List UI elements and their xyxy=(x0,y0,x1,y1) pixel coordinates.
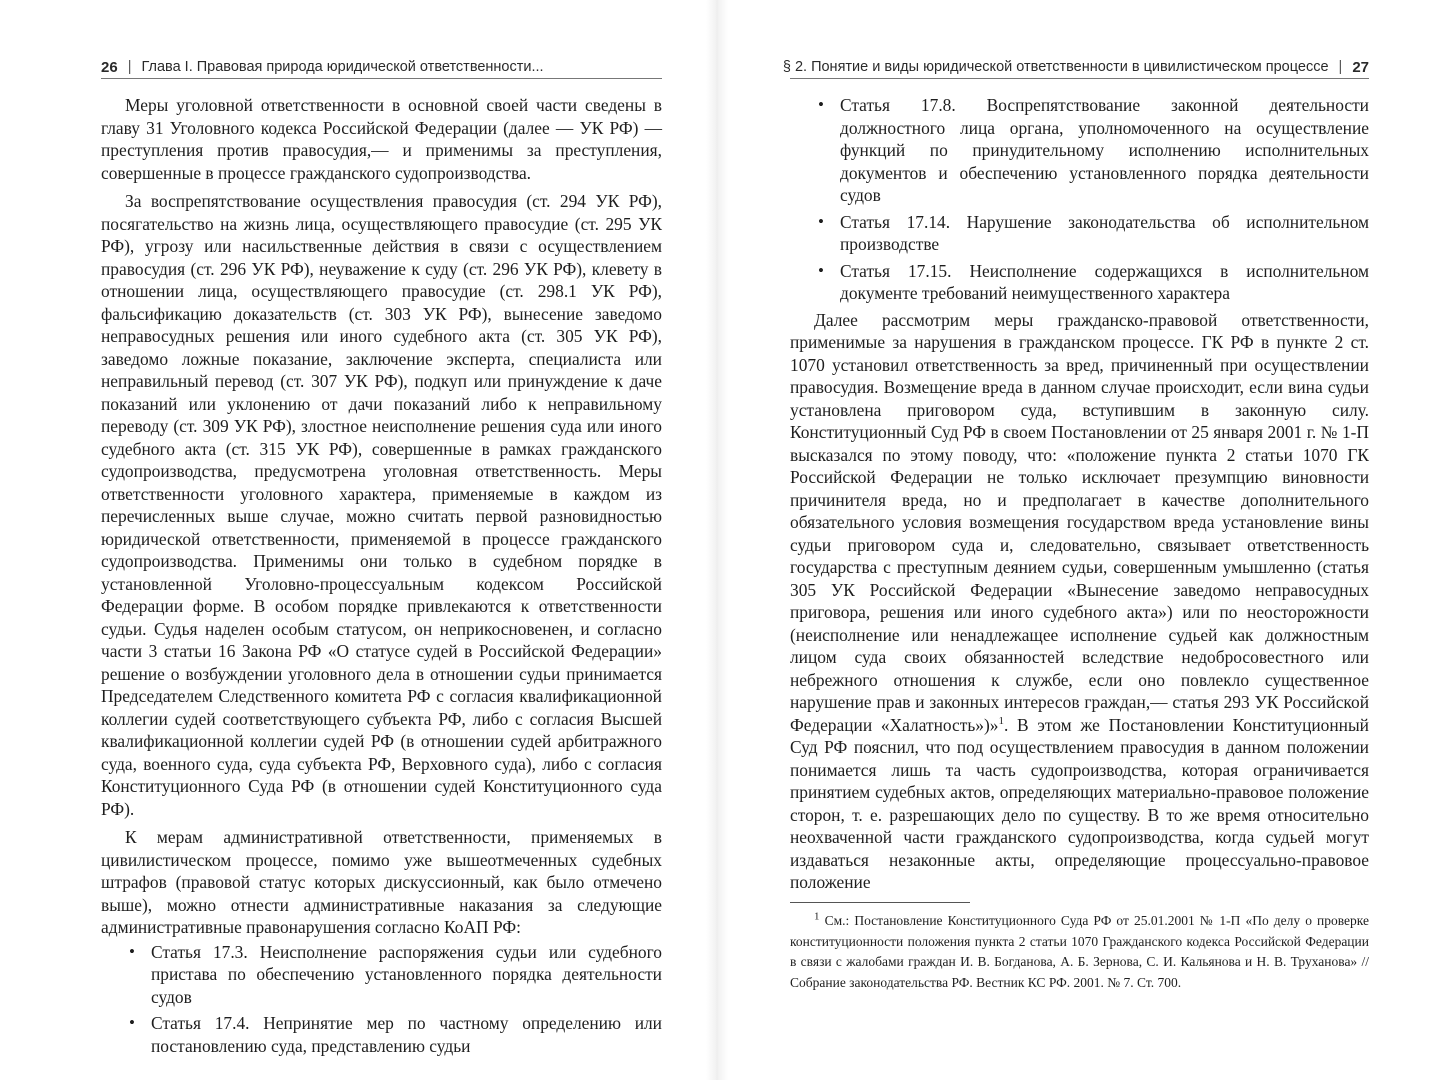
right-running-head xyxy=(782,56,1369,79)
paragraph xyxy=(790,309,1369,894)
right-page xyxy=(717,0,1435,1080)
bullet-item: • Статья 17.8. Воспрепятствование законной деятельности должностного лица органа, уполномоченного на осуществление функций по принудительному исполнению исполнительных документов и обеспечению установленного порядка деятельности судов xyxy=(790,94,1369,207)
paragraph: Меры уголовной ответственности в основной своей части сведены в главу 31 Уголовного кодекса Российской Федерации (далее — УК РФ) — преступления против правосудия,— и применимы за преступления, совершенные в процессе гражданского судопроизводства. xyxy=(101,95,662,183)
bullet-item: • Статья 17.4. Непринятие мер по частному определению или постановлению суда, представлению судьи xyxy=(101,1012,662,1057)
left-bullet-list xyxy=(101,941,662,1058)
left-chapter-title: Глава I. Правовая природа юридической ответственности... xyxy=(141,59,544,75)
paragraph: К мерам административной ответственности, применяемых в цивилистическом процессе, помимо уже вышеотмеченных судебных штрафов (правовой статус которых дискуссионный, как было отмечено выше), можно отнести административные наказания за следующие административные правонарушения согласно КоАП РФ: xyxy=(101,827,662,937)
footnote-reference[interactable]: 1 xyxy=(998,714,1004,727)
bullet-item: • Статья 17.3. Неисполнение распоряжения судьи или судебного пристава по обеспечению установленного порядка деятельности судов xyxy=(101,941,662,1009)
footnote xyxy=(790,911,1369,993)
right-page-number: 27 xyxy=(1352,58,1369,76)
paragraph-text: Далее рассмотрим меры гражданско-правовой ответственности, применимые за нарушения в гражданском процессе. ГК РФ в пункте 2 ст. 1070 установил ответственность за вред, причиненный при осуществлении правосудия. Возмещение вреда в данном случае происходит, если вина судьи установлена приговором суда, вступившим в законную силу. Конституционный Суд РФ в своем Постановлении от 25 января 2001 г. № 1-П высказался по этому поводу, что: «положение пункта 2 статьи 1070 ГК Российской Федерации не только исключает презумпцию виновности причинителя вреда, но и предполагает в качестве дополнительного обязательного условия возмещения государством вреда установление вины судьи приговором суда и, следовательно, связывает ответственность государства с преступным деянием судьи, совершенным умышленно (статья 305 УК Российской Федерации «Вынесение заведомо неправосудных приговора, решения или иного судебного акта») или по неосторожности (неисполнение или ненадлежащее исполнение судьей как должностным лицом суда своих обязанностей вследствие недобросовестного или небрежного отношения к службе, если оно повлекло существенное нарушение прав и законных интересов граждан,— статья 293 УК Российской Федерации «Халатность»)» xyxy=(790,309,1369,735)
footnote-number: 1 xyxy=(814,910,820,923)
footnote-divider xyxy=(790,902,970,903)
paragraph-text: . В этом же Постановлении Конституционный Суд РФ пояснил, что под осуществлением правосудия в данном положении понимается лишь та часть судопроизводства, которая ограничивается принятием судебных актов, определяющих материально-правовое положение сторон, т. е. разрешающих дело по существу. В то же время относительно неохваченной части гражданского судопроизводства, когда судьей могут издаваться незаконные акты, определяющие процессуально-правовое положение xyxy=(790,714,1369,892)
footnote-text: См.: Постановление Конституционного Суда РФ от 25.01.2001 № 1-П «По делу о проверке конституционности положения пункта 2 статьи 1070 Гражданского кодекса Российской Федерации в связи с жалобами граждан И. В. Богданова, А. Б. Зернова, С. И. Кальянова и Н. В. Труханова» // Собрание законодательства РФ. Вестник КС РФ. 2001. № 7. Ст. 700. xyxy=(790,913,1370,990)
running-head-separator: | xyxy=(1338,59,1343,75)
left-body-text xyxy=(101,94,662,1061)
left-page-number: 26 xyxy=(101,58,118,76)
right-body-text xyxy=(790,94,1369,894)
running-head-separator: | xyxy=(127,59,132,75)
left-page xyxy=(0,0,717,1080)
right-section-title: § 2. Понятие и виды юридической ответственности в цивилистическом процессе xyxy=(782,59,1329,75)
bullet-item: • Статья 17.14. Нарушение законодательства об исполнительном производстве xyxy=(790,211,1369,256)
left-running-head xyxy=(101,56,662,79)
bullet-item: • Статья 17.15. Неисполнение содержащихся в исполнительном документе требований неимущественного характера xyxy=(790,260,1369,305)
footnote-area xyxy=(790,902,1369,993)
right-bullet-list xyxy=(790,94,1369,305)
paragraph: За воспрепятствование осуществления правосудия (ст. 294 УК РФ), посягательство на жизнь лица, осуществляющего правосудие (ст. 295 УК РФ), угрозу или насильственные действия в связи с осуществлением правосудия (ст. 296 УК РФ), неуважение к суду (ст. 296 УК РФ), клевету в отношении лица, осуществляющего правосудие (ст. 298.1 УК РФ), фальсификацию доказательств (ст. 303 УК РФ), вынесение заведомо неправосудных решения или иного судебного акта (ст. 305 УК РФ), заведомо ложные показание, заключение эксперта, специалиста или неправильный перевод (ст. 307 УК РФ), подкуп или принуждение к даче показаний или уклонению от дачи показаний либо к неправильному переводу (ст. 309 УК РФ), злостное неисполнение решения суда или иного судебного акта (ст. 315 УК РФ), совершенные в рамках гражданского судопроизводства, предусмотрена уголовная ответственность. Меры ответственности уголовного характера, применяемые в каждом из перечисленных выше случае, можно считать первой разновидностью юридической ответственности, применяемой в процессе гражданского судопроизводства. Применимы они только в судебном порядке в установленной Уголовно-процессуальным кодексом Российской Федерации форме. В особом порядке привлекаются к ответственности судьи. Судья наделен особым статусом, он неприкосновенен, и согласно части 3 статьи 16 Закона РФ «О статусе судей в Российской Федерации» решение о возбуждении уголовного дела в отношении судьи принимается Председателем Следственного комитета РФ с согласия квалификационной коллегии судей соответствующего субъекта РФ, либо с согласия Высшей квалификационной коллегии судей РФ (в отношении судей арбитражного суда, военного суда, суда субъекта РФ, Верховного суда), либо с согласия Конституционного Суда РФ (в отношении судей Конституционного суда РФ). xyxy=(101,191,662,819)
